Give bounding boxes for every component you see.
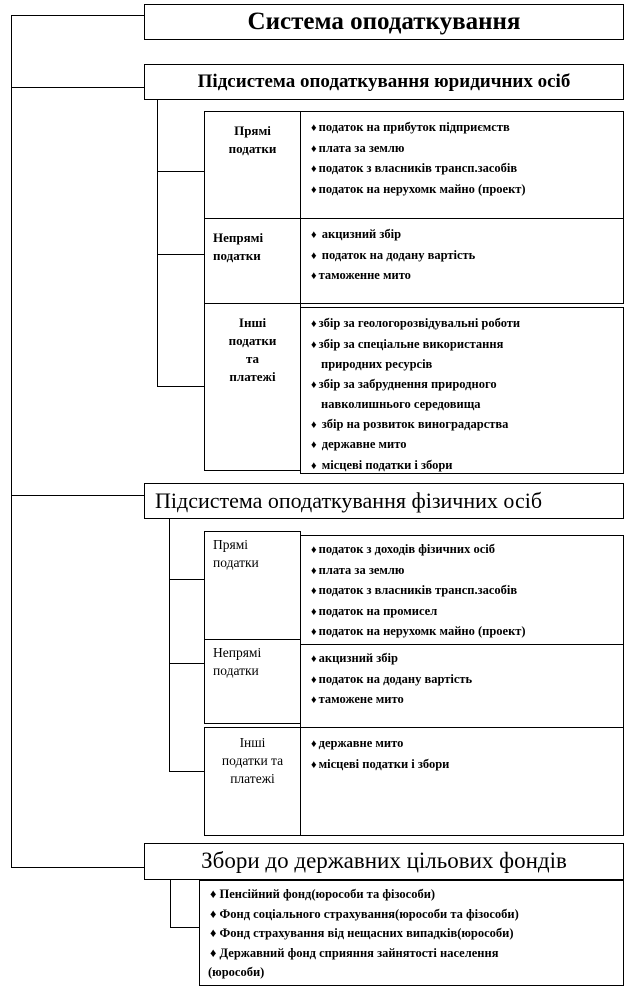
diamond-bullet-icon: ♦ <box>311 229 317 241</box>
funds-connector <box>170 927 199 928</box>
diamond-bullet-icon: ♦ <box>311 163 317 175</box>
list-item: ♦ Державний фонд сприяння зайнятості населення <box>210 945 499 960</box>
legal-connector-other <box>157 386 205 387</box>
label-line: Інші <box>238 315 267 330</box>
legal-other-label-box <box>204 303 301 471</box>
diamond-bullet-icon: ♦ <box>311 318 317 330</box>
diamond-bullet-icon: ♦ <box>311 758 317 771</box>
list-item-continuation: (юрособи) <box>208 965 265 979</box>
list-item: ♦ податок на прибуток підприємств <box>311 120 510 134</box>
list-item: ♦ податок на промисел <box>311 603 438 618</box>
list-item: ♦ акцизний збір <box>311 227 402 241</box>
system-title-box <box>144 4 624 40</box>
diamond-bullet-icon: ♦ <box>311 183 317 196</box>
list-item: ♦ Пенсійний фонд(юрособи та фізособи) <box>210 887 436 901</box>
diamond-bullet-icon: ♦ <box>210 945 217 960</box>
list-item: ♦ збір за спеціальне використання <box>311 336 504 351</box>
connector-title <box>11 15 144 16</box>
funds-items-box <box>199 880 624 986</box>
physical-other-items-box <box>300 727 624 836</box>
legal-indirect-items-box <box>300 218 624 304</box>
list-item: ♦ податок з власників трансп.засобів <box>311 161 518 175</box>
label-line: податки <box>213 555 259 570</box>
diamond-bullet-icon: ♦ <box>210 887 217 901</box>
physical-other-label-box <box>204 727 301 836</box>
list-item: ♦ податок на додану вартість <box>311 671 473 686</box>
list-item: ♦ податок на нерухомк майно (проект) <box>311 181 526 196</box>
list-item-continuation: навколишнього середовища <box>321 397 481 411</box>
diamond-bullet-icon: ♦ <box>311 270 317 282</box>
list-item: ♦ місцеві податки і збори <box>311 457 453 472</box>
diamond-bullet-icon: ♦ <box>311 694 317 706</box>
physical-connector-indirect <box>169 663 205 664</box>
label-line: платежі <box>229 369 276 384</box>
legal-subsystem-title: Підсистема оподаткування юридичних осіб <box>197 71 571 92</box>
legal-subsystem-title-box <box>144 64 624 100</box>
funds-title: Збори до державних цільових фондів <box>201 848 567 873</box>
diamond-bullet-icon: ♦ <box>311 585 317 597</box>
list-item: ♦ акцизний збір <box>311 651 398 665</box>
diamond-bullet-icon: ♦ <box>311 544 317 556</box>
list-item: ♦ таможене мито <box>311 692 404 706</box>
list-item: ♦ таможенне мито <box>311 268 411 282</box>
list-item: ♦ збір за забруднення природного <box>311 376 497 391</box>
physical-connector-direct <box>169 579 205 580</box>
legal-other-items-box <box>300 307 624 474</box>
connector-funds <box>11 867 144 868</box>
diamond-bullet-icon: ♦ <box>311 439 317 451</box>
label-line: Непрямі <box>213 230 264 245</box>
diamond-bullet-icon: ♦ <box>311 249 317 262</box>
list-item: ♦ державне мито <box>311 437 407 451</box>
label-line: Інші <box>239 735 266 750</box>
list-item: ♦ збір за геологорозвідувальні роботи <box>311 316 521 330</box>
diamond-bullet-icon: ♦ <box>210 906 217 921</box>
list-item: ♦ місцеві податки і збори <box>311 756 450 771</box>
label-line: податки <box>213 248 261 263</box>
main-spine-line <box>11 15 12 868</box>
physical-subsystem-title: Підсистема оподаткування фізичних осіб <box>155 488 543 513</box>
list-item-continuation: природних ресурсів <box>321 357 433 371</box>
label-line: платежі <box>230 771 275 786</box>
diamond-bullet-icon: ♦ <box>311 564 317 577</box>
label-line: та <box>245 351 260 366</box>
label-line: Прямі <box>213 537 249 552</box>
physical-indirect-label-box <box>204 639 301 724</box>
diamond-bullet-icon: ♦ <box>311 738 317 750</box>
label-line: податки <box>213 663 259 678</box>
diamond-bullet-icon: ♦ <box>311 418 317 431</box>
physical-indirect-items-box <box>300 644 624 728</box>
list-item: ♦ податок з власників трансп.засобів <box>311 583 518 597</box>
label-line: податки та <box>221 753 284 768</box>
list-item: ♦ збір на розвиток виноградарства <box>311 416 509 431</box>
funds-title-box <box>144 843 624 880</box>
physical-spine-line <box>169 519 170 771</box>
diamond-bullet-icon: ♦ <box>210 926 217 940</box>
list-item: ♦ податок з доходів фізичних осіб <box>311 542 495 556</box>
connector-physical <box>11 495 144 496</box>
list-item: ♦ плата за землю <box>311 562 405 577</box>
list-item: ♦ податок на додану вартість <box>311 247 476 262</box>
physical-subsystem-title-box <box>144 483 624 519</box>
physical-direct-items-box <box>300 535 624 645</box>
legal-indirect-label-box <box>204 218 301 304</box>
label-line: Прямі <box>234 123 271 138</box>
diamond-bullet-icon: ♦ <box>311 605 317 618</box>
diamond-bullet-icon: ♦ <box>311 338 317 351</box>
list-item: ♦ Фонд соціального страхування(юрособи та фізособи) <box>210 906 519 921</box>
legal-connector-direct <box>157 171 205 172</box>
list-item: ♦ плата за землю <box>311 140 405 155</box>
diamond-bullet-icon: ♦ <box>311 378 317 391</box>
diamond-bullet-icon: ♦ <box>311 122 317 134</box>
legal-spine-line <box>157 100 158 387</box>
list-item: ♦ Фонд страхування від нещасних випадків(юрособи) <box>210 926 514 940</box>
legal-connector-indirect <box>157 254 205 255</box>
system-title: Система оподаткування <box>247 8 521 35</box>
label-line: податки <box>228 333 277 348</box>
list-item: ♦ державне мито <box>311 736 404 750</box>
list-item: ♦ податок на нерухомк майно (проект) <box>311 624 526 638</box>
diamond-bullet-icon: ♦ <box>311 673 317 686</box>
diamond-bullet-icon: ♦ <box>311 626 317 638</box>
funds-spine-line <box>170 880 171 927</box>
label-line: податки <box>228 141 277 156</box>
physical-direct-label-box <box>204 531 301 640</box>
connector-legal <box>11 87 144 88</box>
diamond-bullet-icon: ♦ <box>311 142 317 155</box>
label-line: Непрямі <box>213 645 262 660</box>
physical-connector-other <box>169 771 205 772</box>
diamond-bullet-icon: ♦ <box>311 459 317 472</box>
diamond-bullet-icon: ♦ <box>311 653 317 665</box>
legal-direct-label-box <box>204 111 301 219</box>
legal-direct-items-box <box>300 111 624 219</box>
